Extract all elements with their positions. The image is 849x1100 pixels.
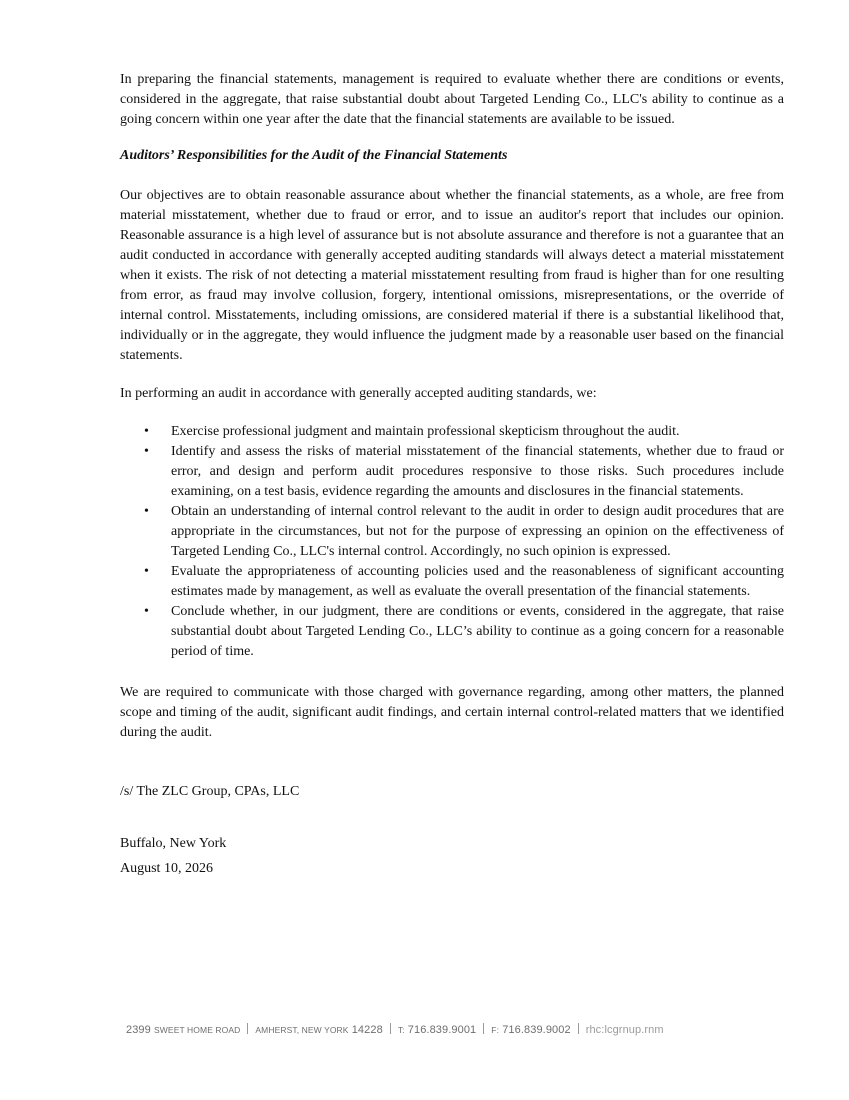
list-item: [120, 562, 784, 602]
objectives-paragraph: Our objectives are to obtain reasonable assurance about whether the financial statements, as a whole, are free from material misstatement, whether due to fraud or error, and to issue an auditor's report that includes our opinion. Reasonable assurance is a high level of assurance but is not absolute assurance and therefore is not a guarantee that an audit conducted in accordance with generally accepted auditing standards will always detect a material misstatement when it exists. The risk of not detecting a material misstatement resulting from fraud is higher than for one resulting from error, as fraud may involve collusion, forgery, intentional omissions, misrepresentations, or the override of internal control. Misstatements, including omissions, are considered material if there is a substantial likelihood that, individually or in the aggregate, they would influence the judgment made by a reasonable user based on the financial statements.: [120, 188, 784, 363]
letter-body: [120, 70, 784, 881]
list-item-text: Evaluate the appropriateness of accounting policies used and the reasonableness of significant accounting estimates made by management, as well as evaluate the overall presentation of the financial statements.: [171, 564, 784, 599]
section-heading: Auditors’ Responsibilities for the Audit of the Financial Statements: [120, 148, 508, 163]
fax-label: F:: [491, 1025, 500, 1035]
city: Buffalo, New York: [120, 836, 227, 851]
bullet-icon: •: [144, 604, 149, 619]
list-item: [120, 422, 784, 442]
footer-divider: [390, 1023, 391, 1034]
zip-code: 14228: [351, 1024, 383, 1036]
bullet-icon: •: [144, 444, 149, 459]
phone-label: T:: [397, 1025, 405, 1035]
going-concern-paragraph: In preparing the financial statements, management is required to evaluate whether there are conditions or events, considered in the aggregate, that raise substantial doubt about Targeted Lending Co., LLC's ability to continue as a going concern within one year after the date that the financial statements are available to be issued.: [120, 72, 784, 127]
list-item-text: Conclude whether, in our judgment, there are conditions or events, considered in the aggregate, that raise substantial doubt about Targeted Lending Co., LLC’s ability to continue as a going concern for a reasonable period of time.: [171, 604, 784, 659]
bullet-icon: •: [144, 504, 149, 519]
list-item: [120, 502, 784, 562]
signature-line: /s/ The ZLC Group, CPAs, LLC: [120, 784, 300, 799]
footer-city: AMHERST, NEW YORK: [255, 1025, 349, 1035]
street-number: 2399: [126, 1024, 151, 1036]
bullet-icon: •: [144, 424, 149, 439]
website-link[interactable]: rhc:lcgrnup.rnm: [585, 1024, 664, 1036]
footer-divider: [483, 1023, 484, 1034]
location-block: [120, 831, 784, 881]
list-item: [120, 602, 784, 662]
list-item-text: Obtain an understanding of internal control relevant to the audit in order to design audit procedures that are appropriate in the circumstances, but not for the purpose of expressing an opinion on the effectiveness of Targeted Lending Co., LLC's internal control. Accordingly, no such opinion is expressed.: [171, 504, 784, 559]
fax-number: 716.839.9002: [502, 1024, 571, 1036]
list-item-text: Exercise professional judgment and maintain professional skepticism throughout the audit.: [171, 424, 680, 439]
phone-number: 716.839.9001: [407, 1024, 477, 1036]
bullet-icon: •: [144, 564, 149, 579]
audit-procedures-list: [120, 422, 784, 662]
list-item: [120, 442, 784, 502]
footer-divider: [578, 1023, 579, 1034]
footer-divider: [247, 1023, 248, 1034]
street-name: SWEET HOME ROAD: [154, 1025, 241, 1035]
communication-paragraph: We are required to communicate with those charged with governance regarding, among other matters, the planned scope and timing of the audit, significant audit findings, and certain internal control-related matters that we identified during the audit.: [120, 685, 784, 740]
letterhead-footer: [126, 1023, 664, 1036]
performing-audit-paragraph: In performing an audit in accordance with generally accepted auditing standards, we:: [120, 386, 597, 401]
list-item-text: Identify and assess the risks of material misstatement of the financial statements, whether due to fraud or error, and design and perform audit procedures responsive to those risks. Such procedures include examining, on a test basis, evidence regarding the amounts and disclosures in the financial statements.: [171, 444, 784, 499]
report-date: August 10, 2026: [120, 861, 213, 876]
